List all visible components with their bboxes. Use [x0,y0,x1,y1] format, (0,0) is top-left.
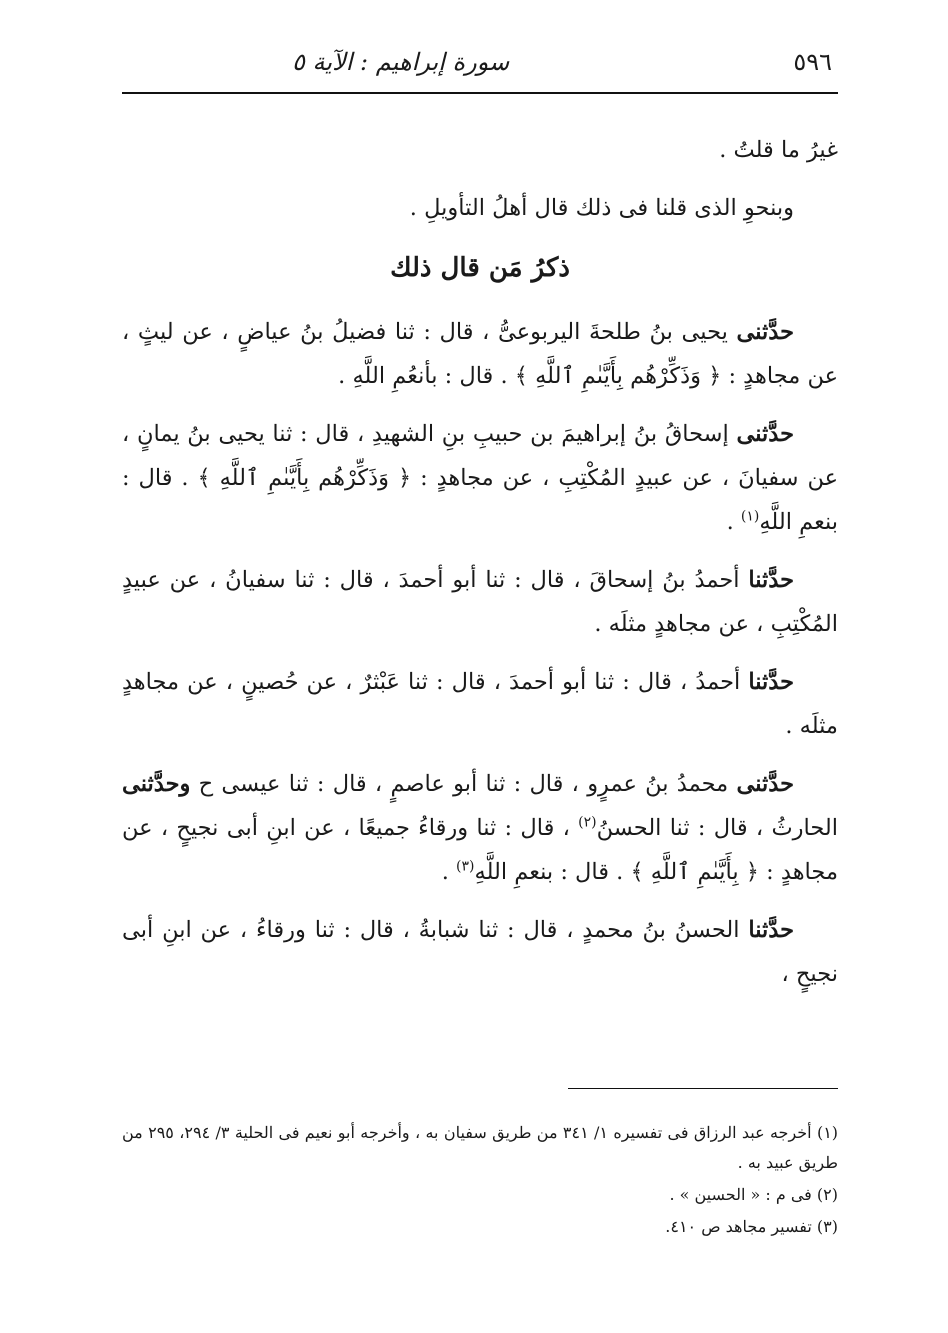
narration-lead: حدَّثنى [736,421,794,447]
narration-4 [122,660,838,748]
running-title: سورة إبراهيم : الآية ٥ [292,48,510,76]
narration-text: أحمدُ بنُ إسحاقَ ، قال : ثنا أبو أحمدَ ، قال : ثنا سفيانُ ، عن عبيدٍ المُكْتِبِ ، عن مجاهدٍ مثلَه . [122,567,838,637]
page-header [122,42,838,94]
footnote-ref-2[interactable]: (٢) [578,814,597,831]
footnote-ref-1[interactable]: (١) [740,508,760,525]
narration-text: أحمدُ ، قال : ثنا أبو أحمدَ ، قال : ثنا عَبْثرٌ ، عن حُصينٍ ، عن مجاهدٍ مثلَه . [122,669,838,739]
narration-2 [122,412,838,544]
narration-lead: حدَّثنا [748,917,794,943]
narration-text: الحسنُ بنُ محمدٍ ، قال : ثنا شبابةُ ، قال : ثنا ورقاءُ ، عن ابنِ أبى نجيحٍ ، [122,917,838,987]
paragraph-closing: غيرُ ما قلتُ . [719,137,838,163]
page-number: ٥٩٦ [793,48,832,76]
narration-text: يحيى بنُ طلحةَ اليربوعىُّ ، قال : ثنا فضيلُ بنُ عياضٍ ، عن ليثٍ ، عن مجاهدٍ : [122,319,838,389]
quran-quote: ﴿ وَذَكِّرْهُم بِأَيَّىٰمِ ٱللَّهِ ﴾ [197,465,412,491]
footnote-divider [568,1088,838,1089]
footnote-2: (٢) فى م : « الحسين » . [669,1185,838,1204]
narration-3 [122,558,838,646]
narration-tail: . قال : بنعمِ اللَّهِ [474,859,631,885]
paragraph-intro: وبنحوِ الذى قلنا فى ذلك قال أهلُ التأويلِ . [409,195,794,221]
narration-lead: حدَّثنا [748,567,794,593]
narration-tail: . قال : بنعمِ اللَّهِ [122,465,838,535]
narration-end: . [441,859,457,885]
section-heading: ذكرُ مَن قال ذلك [390,253,570,283]
footnote-3: (٣) تفسير مجاهد ص ٤١٠. [665,1217,838,1236]
footnote-ref-3[interactable]: (٣) [456,858,475,875]
narration-lead: حدَّثنى [736,771,794,797]
book-page [122,0,838,1333]
quran-quote: ﴿ بِأَيَّىٰمِ ٱللَّهِ ﴾ [630,859,759,885]
main-text [122,128,838,1010]
narration-6 [122,908,838,996]
narration-5 [122,762,838,894]
quran-quote: ﴿ وَذَكِّرْهُم بِأَيَّىٰمِ ٱللَّهِ ﴾ [514,363,722,389]
narration-text-second: الحارثُ ، قال : ثنا الحسنُ [596,815,838,841]
narration-text: إسحاقُ بنُ إبراهيمَ بن حبيبِ بنِ الشهيدِ ، قال : ثنا يحيى بنُ يمانٍ ، عن سفيانَ ، عن عبيدٍ المُكْتِبِ ، عن مجاهدٍ : [122,421,838,491]
footnote-1: (١) أخرجه عبد الرزاق فى تفسيره ١/ ٣٤١ من طريق سفيان به ، وأخرجه أبو نعيم فى الحلية ٣/ ٢٩٤، ٢٩٥ من طريق عبيد به . [122,1123,839,1172]
narration-tail: . قال : بأنعُمِ اللَّهِ . [338,363,515,389]
narration-text: محمدُ بنُ عمرٍو ، قال : ثنا أبو عاصمٍ ، قال : ثنا عيسى ح [190,771,737,797]
narration-end: . [726,509,741,535]
narration-1 [122,310,838,398]
narration-lead-second: وحدَّثنى [122,771,191,797]
narration-lead: حدَّثنا [748,669,794,695]
narration-text-third: ، قال : ثنا ورقاءُ جميعًا ، عن ابنِ أبى نجيحٍ ، عن مجاهدٍ : [122,815,838,885]
narration-lead: حدَّثنى [736,319,794,345]
footnotes [122,1118,838,1244]
